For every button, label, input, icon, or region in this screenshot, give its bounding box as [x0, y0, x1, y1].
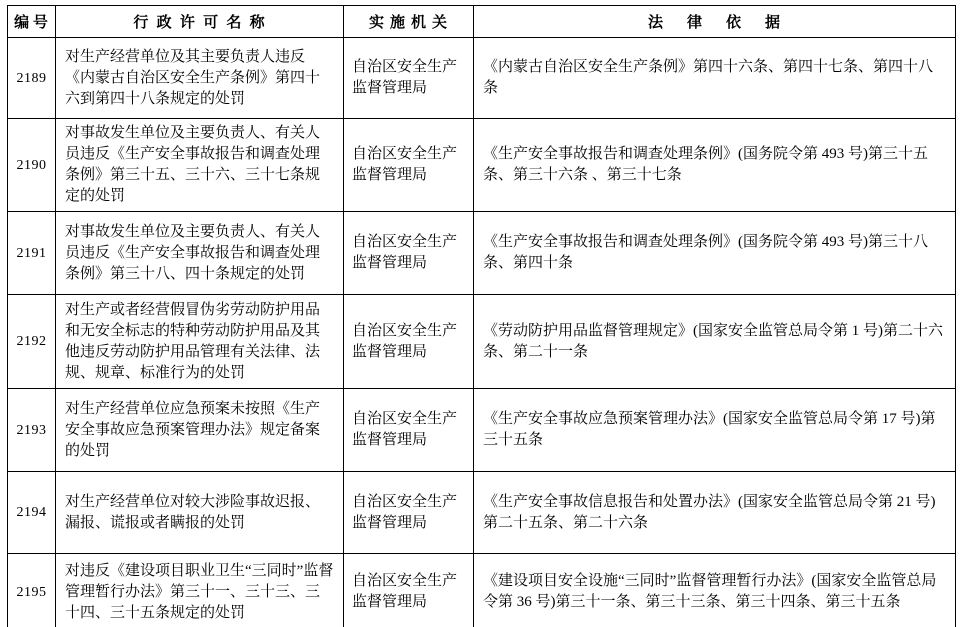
license-name-cell: 对生产经营单位及其主要负责人违反《内蒙古自治区安全生产条例》第四十六到第四十八条规定的处罚 [56, 38, 344, 119]
agency-cell: 自治区安全生产监督管理局 [344, 295, 474, 389]
agency-cell: 自治区安全生产监督管理局 [344, 472, 474, 554]
legal-basis-cell: 《生产安全事故应急预案管理办法》(国家安全监管总局令第 17 号)第三十五条 [474, 389, 956, 472]
row-id-cell: 2192 [8, 295, 56, 389]
header-legal: 法律依据 [474, 6, 956, 38]
table-row [8, 554, 956, 627]
table-row [8, 472, 956, 554]
agency-cell: 自治区安全生产监督管理局 [344, 389, 474, 472]
header-name: 行政许可名称 [56, 6, 344, 38]
row-id-cell: 2193 [8, 389, 56, 472]
table-row [8, 295, 956, 389]
header-id: 编号 [8, 6, 56, 38]
license-name-cell: 对生产经营单位对较大涉险事故迟报、漏报、谎报或者瞒报的处罚 [56, 472, 344, 554]
license-name-cell: 对生产或者经营假冒伪劣劳动防护用品和无安全标志的特种劳动防护用品及其他违反劳动防护用品管理有关法律、法规、规章、标准行为的处罚 [56, 295, 344, 389]
table-header-row [8, 6, 956, 38]
table-row [8, 212, 956, 295]
agency-cell: 自治区安全生产监督管理局 [344, 38, 474, 119]
legal-basis-cell: 《生产安全事故报告和调查处理条例》(国务院令第 493 号)第三十八条、第四十条 [474, 212, 956, 295]
administrative-penalty-table [7, 5, 956, 627]
legal-basis-cell: 《建设项目安全设施“三同时”监督管理暂行办法》(国家安全监管总局令第 36 号)第三十一条、第三十三条、第三十四条、第三十五条 [474, 554, 956, 627]
row-id-cell: 2195 [8, 554, 56, 627]
legal-basis-cell: 《生产安全事故报告和调查处理条例》(国务院令第 493 号)第三十五条、第三十六条 、第三十七条 [474, 119, 956, 212]
license-name-cell: 对事故发生单位及主要负责人、有关人员违反《生产安全事故报告和调查处理条例》第三十八、四十条规定的处罚 [56, 212, 344, 295]
legal-basis-cell: 《生产安全事故信息报告和处置办法》(国家安全监管总局令第 21 号)第二十五条、第二十六条 [474, 472, 956, 554]
table-row [8, 389, 956, 472]
row-id-cell: 2191 [8, 212, 56, 295]
table-row [8, 38, 956, 119]
table-row [8, 119, 956, 212]
row-id-cell: 2190 [8, 119, 56, 212]
license-name-cell: 对事故发生单位及主要负责人、有关人员违反《生产安全事故报告和调查处理条例》第三十五、三十六、三十七条规定的处罚 [56, 119, 344, 212]
header-agency: 实施机关 [344, 6, 474, 38]
agency-cell: 自治区安全生产监督管理局 [344, 554, 474, 627]
legal-basis-cell: 《内蒙古自治区安全生产条例》第四十六条、第四十七条、第四十八条 [474, 38, 956, 119]
agency-cell: 自治区安全生产监督管理局 [344, 119, 474, 212]
row-id-cell: 2194 [8, 472, 56, 554]
legal-basis-cell: 《劳动防护用品监督管理规定》(国家安全监管总局令第 1 号)第二十六条、第二十一条 [474, 295, 956, 389]
agency-cell: 自治区安全生产监督管理局 [344, 212, 474, 295]
license-name-cell: 对生产经营单位应急预案未按照《生产安全事故应急预案管理办法》规定备案的处罚 [56, 389, 344, 472]
license-name-cell: 对违反《建设项目职业卫生“三同时”监督管理暂行办法》第三十一、三十三、三十四、三十五条规定的处罚 [56, 554, 344, 627]
row-id-cell: 2189 [8, 38, 56, 119]
